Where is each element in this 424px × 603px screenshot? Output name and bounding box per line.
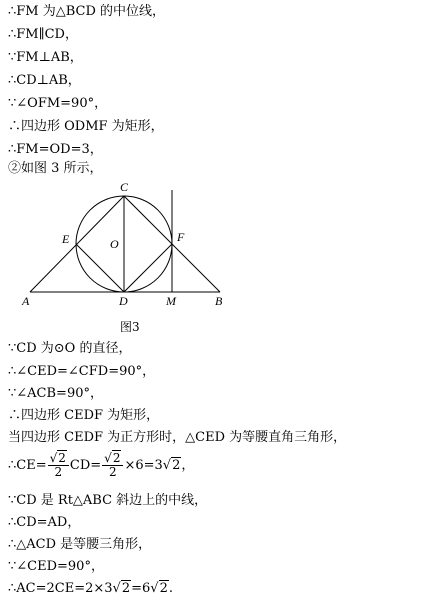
label-o: O (110, 237, 119, 251)
fraction: $\frac{√2}{2}$ (48, 452, 69, 479)
text-line: ∵∠ACB=90°， (8, 386, 103, 401)
label-e: E (62, 232, 70, 246)
text-line: ∴CD⊥AB， (8, 73, 81, 88)
label-m: M (166, 294, 176, 308)
text-line: ∴FM∥CD， (8, 27, 78, 42)
line-ed (76, 244, 124, 292)
eq-text: . (168, 581, 174, 596)
text-line: ∵CD 为⊙O 的直径， (8, 341, 132, 356)
eq-text: CD= (69, 458, 102, 473)
label-d: D (119, 294, 128, 308)
text-line: ∴FM=OD=3， (8, 142, 103, 157)
text-line: ∵∠OFM=90°， (8, 96, 108, 111)
fraction: $\frac{√2}{2}$ (102, 452, 123, 479)
text-line: ∴△ACD 是等腰三角形， (8, 537, 152, 552)
sqrt-symbol: √2 (162, 458, 181, 473)
text-line: ∴FM 为△BCD 的中位线， (8, 4, 166, 19)
label-f: F (177, 230, 185, 244)
equation-ac (8, 579, 173, 599)
text-line: ∴四边形 ODMF 为矩形， (8, 119, 164, 134)
text-line: ∵∠CED=90°， (8, 559, 104, 574)
text-line: ∴∠CED=∠CFD=90°， (8, 364, 156, 379)
figure-caption: 图3 (120, 320, 140, 334)
text-line: ∴四边形 CEDF 为矩形， (8, 408, 160, 423)
eq-text: ×6=3 (124, 458, 163, 473)
text-line: ②如图 3 所示， (8, 161, 103, 176)
label-a: A (22, 294, 30, 308)
sqrt-symbol: √2 (104, 451, 121, 465)
text-line: ∵FM⊥AB， (8, 50, 83, 65)
label-c: C (120, 180, 129, 194)
text-line: 当四边形 CEDF 为正方形时，△CED 为等腰直角三角形， (8, 430, 347, 445)
label-b: B (215, 294, 223, 308)
eq-text: ∴CE= (8, 458, 47, 473)
eq-text: ∴AC=2CE=2×3 (8, 581, 113, 596)
eq-text: =6 (131, 581, 151, 596)
text-line: ∵CD 是 Rt△ABC 斜边上的中线， (8, 493, 208, 508)
line-fd (124, 244, 172, 292)
geometry-figure-3 (0, 173, 424, 318)
sqrt-symbol: √2 (112, 581, 131, 596)
equation-ce (8, 452, 194, 479)
text-line: ∴CD=AD， (8, 515, 81, 530)
eq-text: ， (181, 458, 195, 473)
sqrt-symbol: √2 (150, 581, 168, 596)
sqrt-symbol: √2 (49, 451, 66, 465)
